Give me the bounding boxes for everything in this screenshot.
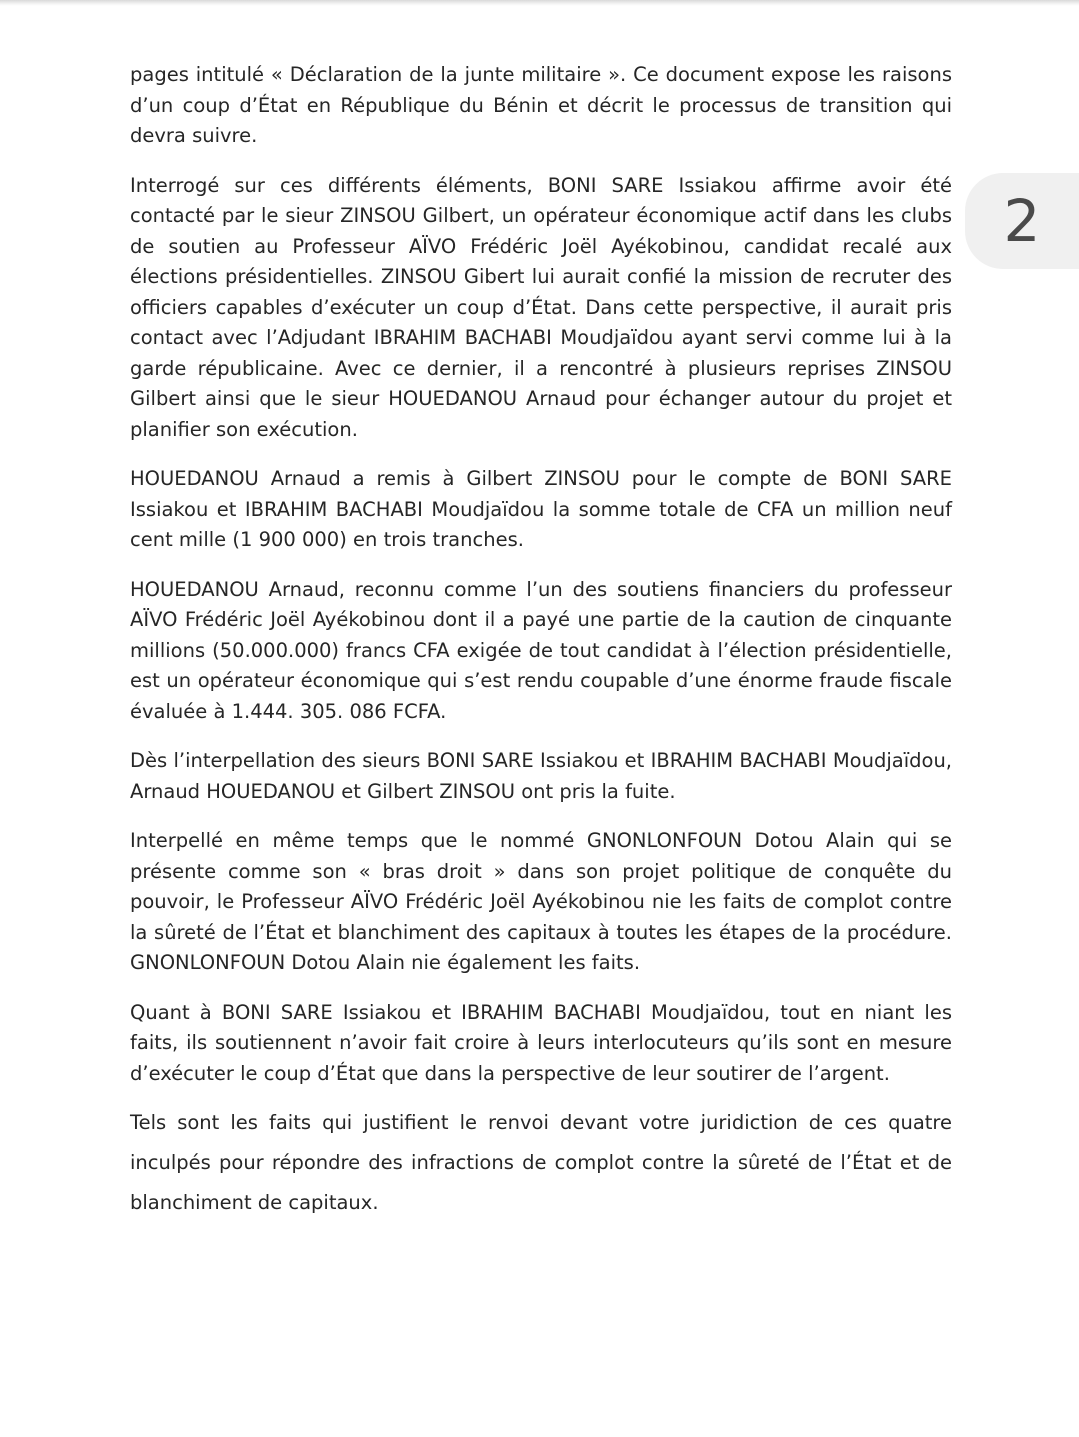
page-number-indicator[interactable] bbox=[965, 173, 1079, 269]
document-page-body bbox=[130, 60, 952, 1242]
paragraph: Quant à BONI SARE Issiakou et IBRAHIM BACHABI Moudjaïdou, tout en niant les faits, ils soutiennent n’avoir fait croire à leurs interlocuteurs qu’ils sont en mesure d’exécuter le coup d’État que dans la perspective de leur soutirer de l’argent. bbox=[130, 1000, 952, 1085]
paragraph: Dès l’interpellation des sieurs BONI SARE Issiakou et IBRAHIM BACHABI Moudjaïdou, Arnaud HOUEDANOU et Gilbert ZINSOU ont pris la fuite. bbox=[130, 749, 952, 803]
paragraph: Interrogé sur ces différents éléments, BONI SARE Issiakou affirme avoir été contacté par le sieur ZINSOU Gilbert, un opérateur économique actif dans les clubs de soutien au Professeur AÏVO Frédéric Joël Ayékobinou, candidat recalé aux élections présidentielles. ZINSOU Gibert lui aurait confié la mission de recruter des officiers capables d’exécuter un coup d’État. Dans cette perspective, il aurait pris contact avec l’Adjudant IBRAHIM BACHABI Moudjaïdou ayant servi comme lui à la garde républicaine. Avec ce dernier, il a rencontré à plusieurs reprises ZINSOU Gilbert ainsi que le sieur HOUEDANOU Arnaud pour échanger autour du projet et planifier son exécution. bbox=[130, 173, 952, 441]
paragraph: HOUEDANOU Arnaud, reconnu comme l’un des soutiens financiers du professeur AÏVO Frédéric Joël Ayékobinou dont il a payé une partie de la caution de cinquante millions (50.000.000) francs CFA exigée de tout candidat à l’élection présidentielle, est un opérateur économique qui s’est rendu coupable d’une énorme fraude fiscale évaluée à 1.444. 305. 086 FCFA. bbox=[130, 577, 952, 723]
viewer-top-edge bbox=[0, 0, 1079, 6]
paragraph: Tels sont les faits qui justifient le renvoi devant votre juridiction de ces quatre inculpés pour répondre des infractions de complot contre la sûreté de l’État et de blanchiment de capitaux. bbox=[130, 1111, 952, 1214]
paragraph: pages intitulé « Déclaration de la junte militaire ». Ce document expose les raisons d’un coup d’État en République du Bénin et décrit le processus de transition qui devra suivre. bbox=[130, 63, 952, 147]
page-number-label: 2 bbox=[1003, 187, 1041, 255]
paragraph: HOUEDANOU Arnaud a remis à Gilbert ZINSOU pour le compte de BONI SARE Issiakou et IBRAHIM BACHABI Moudjaïdou la somme totale de CFA un million neuf cent mille (1 900 000) en trois tranches. bbox=[130, 467, 952, 551]
paragraph: Interpellé en même temps que le nommé GNONLONFOUN Dotou Alain qui se présente comme son « bras droit » dans son projet politique de conquête du pouvoir, le Professeur AÏVO Frédéric Joël Ayékobinou nie les faits de complot contre la sûreté de l’État et blanchiment des capitaux à toutes les étapes de la procédure. GNONLONFOUN Dotou Alain nie également les faits. bbox=[130, 829, 952, 974]
